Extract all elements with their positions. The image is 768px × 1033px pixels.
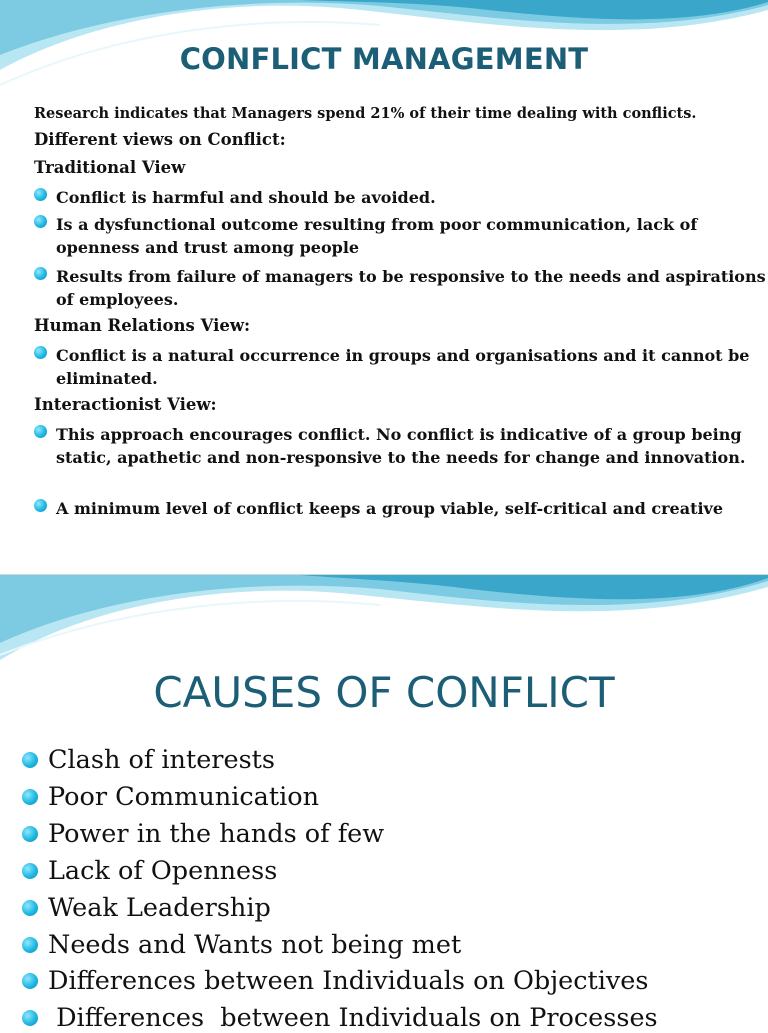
- bullet-item: This approach encourages conflict. No conflict is indicative of a group being static, apathetic and non-responsive to the needs for change and innovation.: [34, 423, 768, 469]
- cause-item: Lack of Openness: [22, 856, 277, 886]
- bullet-dot-icon: [22, 863, 38, 879]
- bullet-dot-icon: [34, 267, 47, 280]
- human-relations-view-heading: Human Relations View:: [34, 316, 251, 335]
- bullet-dot-icon: [34, 188, 47, 201]
- cause-item: Weak Leadership: [22, 893, 271, 923]
- cause-item: Differences between Individuals on Objectives: [22, 966, 648, 996]
- bullet-dot-icon: [34, 425, 47, 438]
- cause-item: Needs and Wants not being met: [22, 930, 461, 960]
- bullet-item: Conflict is a natural occurrence in groups and organisations and it cannot be eliminated.: [34, 344, 768, 390]
- bullet-item: A minimum level of conflict keeps a group viable, self-critical and creative: [34, 497, 768, 520]
- bullet-item: Conflict is harmful and should be avoided.: [34, 186, 768, 209]
- bullet-item: Results from failure of managers to be responsive to the needs and aspirations of employees.: [34, 265, 768, 311]
- wave-header-decoration: [0, 575, 768, 670]
- traditional-view-heading: Traditional View: [34, 158, 186, 177]
- bullet-dot-icon: [22, 826, 38, 842]
- intro-text: Research indicates that Managers spend 21% of their time dealing with conflicts.: [34, 105, 697, 122]
- cause-item: Power in the hands of few: [22, 819, 384, 849]
- slide-title: CONFLICT MANAGEMENT: [179, 42, 589, 76]
- bullet-dot-icon: [34, 215, 47, 228]
- cause-item: Differences between Individuals on Processes: [22, 1003, 658, 1033]
- bullet-dot-icon: [22, 900, 38, 916]
- bullet-dot-icon: [22, 752, 38, 768]
- bullet-dot-icon: [22, 973, 38, 989]
- cause-item: Poor Communication: [22, 782, 319, 812]
- interactionist-view-heading: Interactionist View:: [34, 395, 217, 414]
- bullet-item: Is a dysfunctional outcome resulting from poor communication, lack of openness and trust among people: [34, 213, 768, 259]
- bullet-dot-icon: [34, 499, 47, 512]
- bullet-dot-icon: [22, 937, 38, 953]
- views-subheading: Different views on Conflict:: [34, 130, 286, 149]
- bullet-dot-icon: [34, 346, 47, 359]
- slide-title: CAUSES OF CONFLICT: [153, 668, 615, 717]
- cause-item: Clash of interests: [22, 745, 275, 775]
- bullet-dot-icon: [22, 789, 38, 805]
